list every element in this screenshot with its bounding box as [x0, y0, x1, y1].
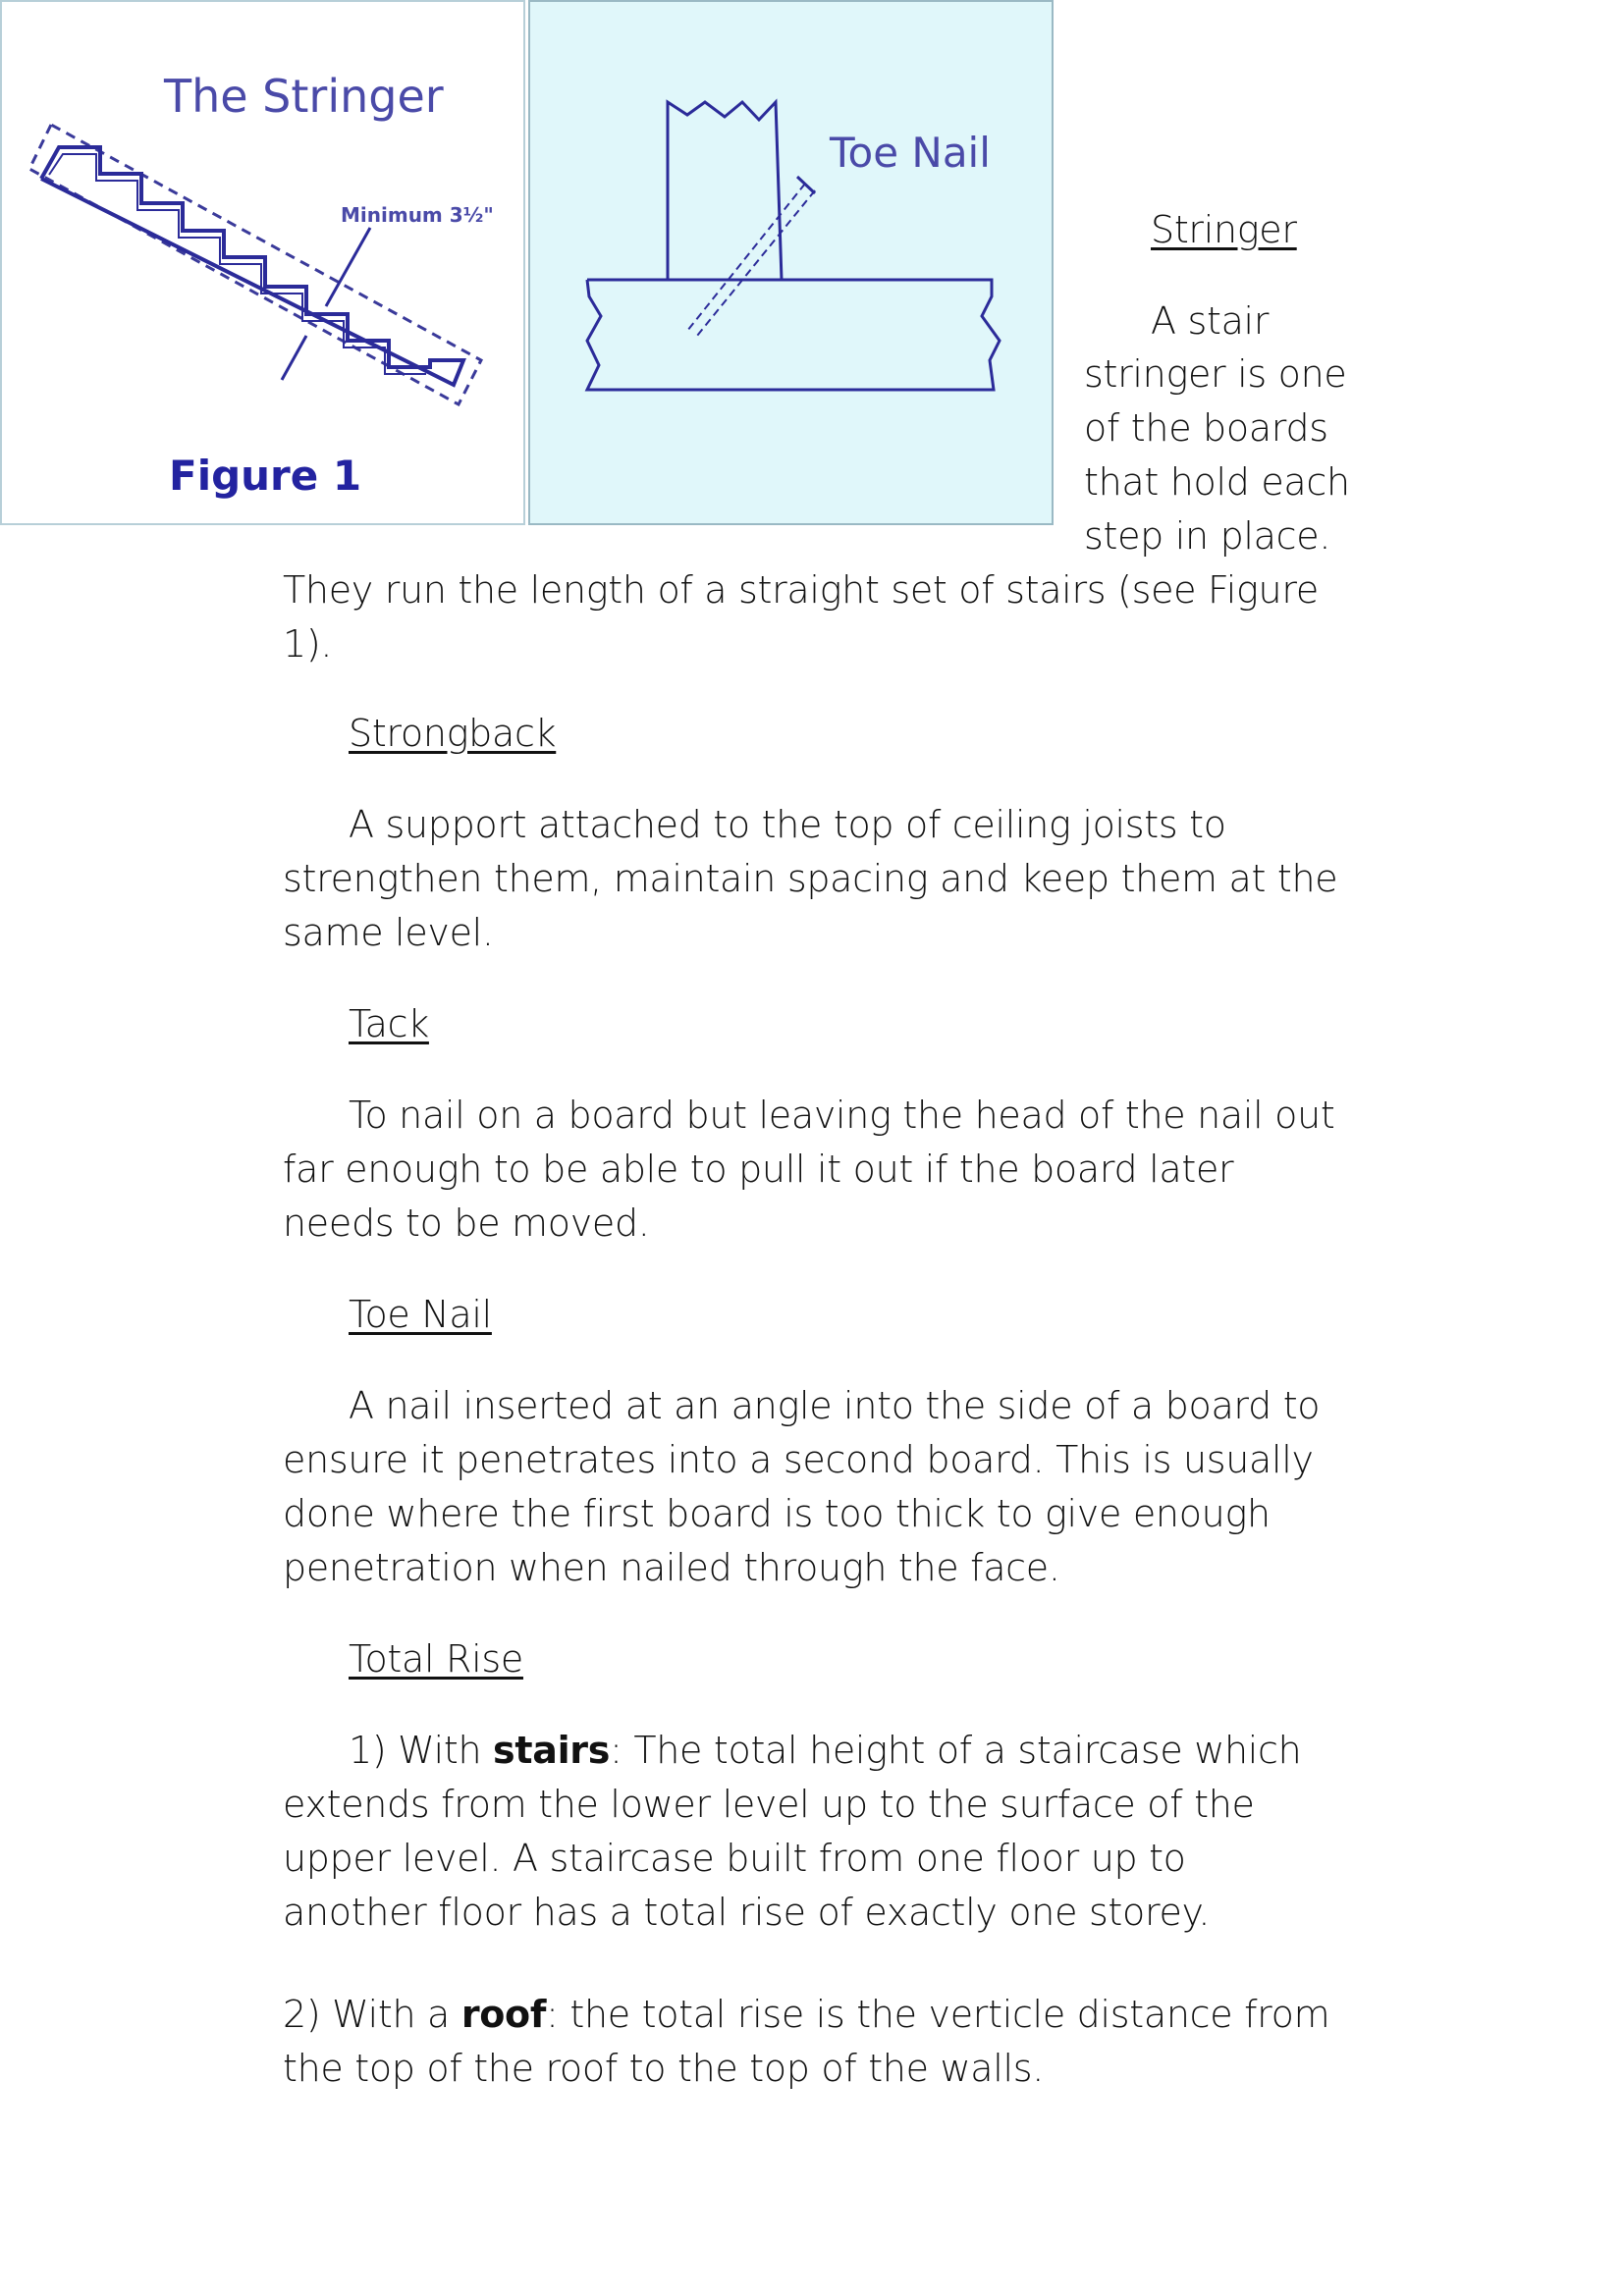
stringer-text-line-1: A stair — [1151, 299, 1270, 343]
horizontal-board — [587, 280, 1000, 390]
figure-caption: Figure 1 — [169, 452, 362, 500]
total-rise-item-1-prefix: 1) With — [349, 1729, 494, 1772]
stringer-figure-title: The Stringer — [164, 70, 444, 123]
toe-nail-figure — [528, 0, 1054, 525]
stringer-text-line-3: of the boards — [1084, 406, 1328, 450]
nail-shaft-b — [697, 190, 815, 336]
total-rise-item-1 — [283, 1724, 1333, 1940]
total-rise-item-2 — [283, 1988, 1353, 2096]
toe-nail-text: A nail inserted at an angle into the side of a board to ensure it penetrates into a second board. This is usually done where the first board is too thick to give enough penetration when nailed through the face. — [283, 1384, 1321, 1589]
total-rise-item-1-text: : The total height of a staircase which extends from the lower level up to the surface of the upper level. A staircase built from one floor up to another floor has a total rise of exactly one storey. — [283, 1729, 1302, 1934]
toe-nail-diagram — [530, 2, 1055, 527]
toe-nail-label: Toe Nail — [830, 129, 991, 177]
stringer-figure — [0, 0, 525, 525]
stringer-text-line-2: stringer is one — [1084, 352, 1347, 396]
tack-text: To nail on a board but leaving the head of the nail out far enough to be able to pull it out if the board later needs to be moved. — [283, 1094, 1335, 1245]
nail-head — [797, 177, 815, 193]
strongback-text: A support attached to the top of ceiling joists to strengthen them, maintain spacing and keep them at the same level. — [283, 803, 1338, 954]
stringer-heading: Stringer — [1151, 208, 1297, 251]
stringer-text-continued: They run the length of a straight set of stairs (see Figure 1). — [283, 568, 1319, 666]
stringer-diagram — [2, 2, 527, 527]
total-rise-item-2-prefix: 2) With a — [283, 1993, 461, 2036]
stringer-steps — [41, 147, 463, 385]
stringer-text-line-4: that hold each — [1084, 460, 1350, 504]
toe-nail-heading: Toe Nail — [349, 1293, 492, 1336]
nail-shaft-a — [687, 184, 805, 331]
total-rise-heading: Total Rise — [349, 1637, 523, 1681]
strongback-heading: Strongback — [349, 712, 557, 755]
stringer-text-line-5: step in place. — [1084, 514, 1331, 558]
tack-heading: Tack — [349, 1002, 429, 1045]
total-rise-item-2-bold: roof — [460, 1993, 547, 2036]
total-rise-item-1-bold: stairs — [493, 1729, 611, 1772]
minimum-arrow-bottom — [282, 336, 306, 380]
minimum-label: Minimum 3½" — [341, 203, 494, 227]
total-rise-item-2-text: : the total rise is the verticle distance from the top of the roof to the top of the walls. — [283, 1993, 1330, 2090]
